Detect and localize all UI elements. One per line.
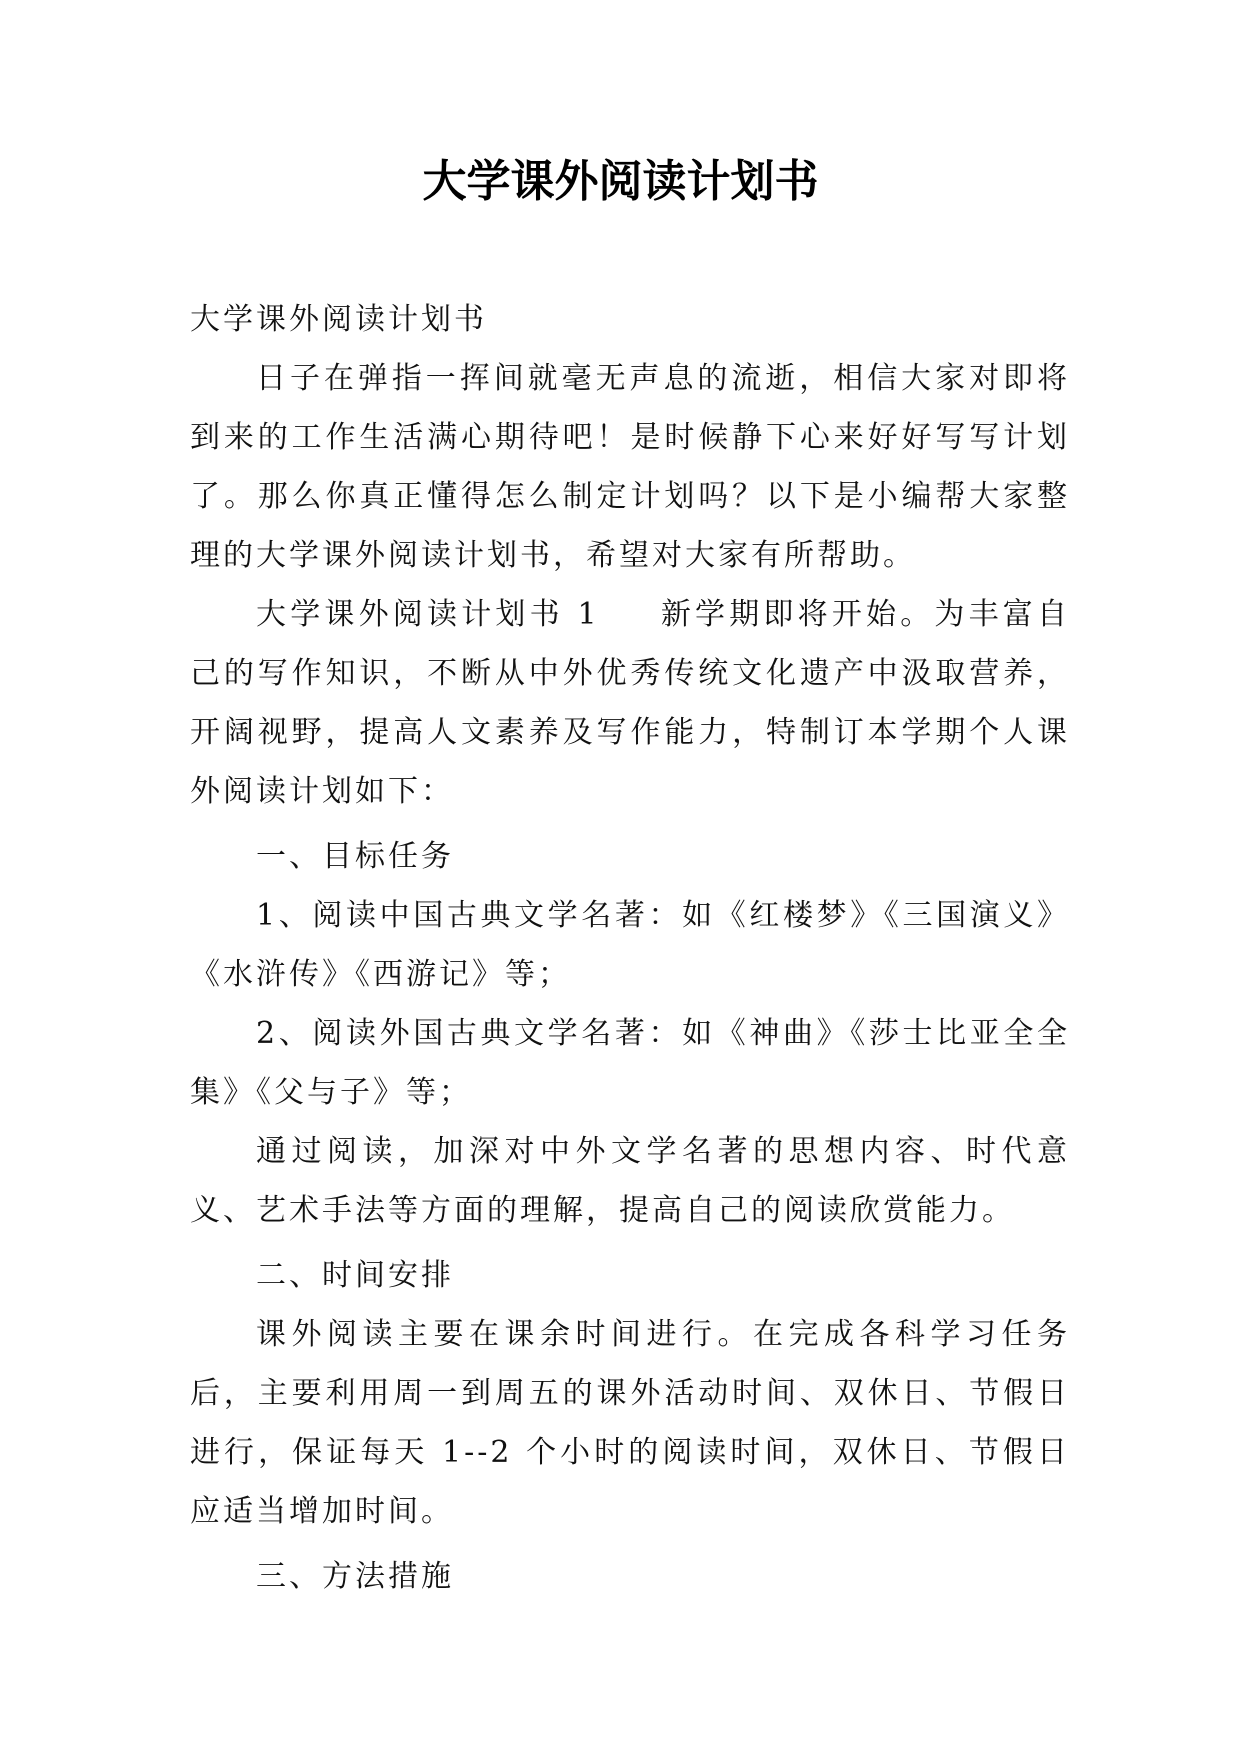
plan1-paragraph xyxy=(190,585,1070,821)
section-heading-schedule: 二、时间安排 xyxy=(256,1258,454,1293)
document-body xyxy=(190,290,1070,1606)
schedule-paragraph: 课外阅读主要在课余时间进行。在完成各科学习任务后，主要利用周一到周五的课外活动时间、双休日、节假日进行，保证每天 1--2 个小时的阅读时间，双休日、节假日应适当增加时间。 xyxy=(190,1317,1070,1529)
section-heading-goals: 一、目标任务 xyxy=(256,839,454,874)
list-item: 2、阅读外国古典文学名著：如《神曲》《莎士比亚全全集》《父与子》等； xyxy=(190,1016,1070,1110)
intro-paragraph: 日子在弹指一挥间就毫无声息的流逝，相信大家对即将到来的工作生活满心期待吧！是时候静下心来好好写写计划了。那么你真正懂得怎么制定计划吗？以下是小编帮大家整理的大学课外阅读计划书，希望对大家有所帮助。 xyxy=(190,361,1070,573)
list-item: 1、阅读中国古典文学名著：如《红楼梦》《三国演义》《水浒传》《西游记》等； xyxy=(190,898,1070,992)
section-heading-methods: 三、方法措施 xyxy=(256,1559,454,1594)
plan1-label: 大学课外阅读计划书 1 xyxy=(256,597,600,632)
page-title: 大学课外阅读计划书 xyxy=(422,156,819,207)
goal-paragraph: 通过阅读，加深对中外文学名著的思想内容、时代意义、艺术手法等方面的理解，提高自己的阅读欣赏能力。 xyxy=(190,1134,1070,1228)
subtitle-line: 大学课外阅读计划书 xyxy=(190,302,487,337)
plan1-text: 新学期即将开始。为丰富自己的写作知识，不断从中外优秀传统文化遗产中汲取营养，开阔视野，提高人文素养及写作能力，特制订本学期个人课外阅读计划如下： xyxy=(190,597,1071,809)
